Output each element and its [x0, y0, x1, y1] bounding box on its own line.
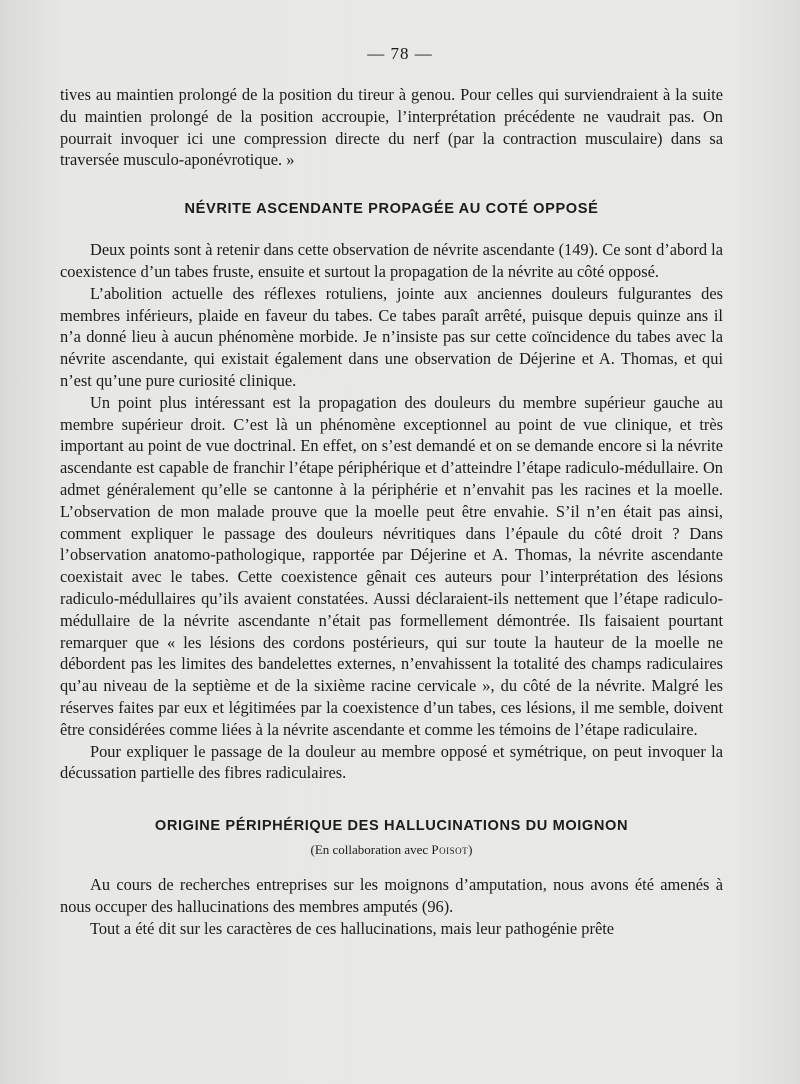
body-paragraph: Au cours de recherches entreprises sur les moignons d’amputation, nous avons été amenés à nous occuper des hallucinations des membres amputés (96).	[60, 875, 723, 916]
section-subtitle	[60, 842, 723, 858]
body-paragraph: Deux points sont à retenir dans cette observation de névrite ascendante (149). Ce sont d’abord la coexistence d’un tabes fruste, ensuite et surtout la propagation de la névrite au côté opposé.	[60, 240, 723, 281]
body-paragraph: L’abolition actuelle des réflexes rotuliens, jointe aux anciennes douleurs fulgurantes des membres inférieurs, plaide en faveur du tabes. Ce tabes paraît arrêté, puisque depuis quinze ans il n’a donné lieu à aucun phénomène morbide. Je n’insiste pas sur cette coïncidence du tabes avec la névrite ascendante, qui existait également dans une observation de Déjerine et A. Thomas, et qui n’est qu’une pure curiosité clinique.	[60, 283, 723, 390]
continuation-paragraph: tives au maintien prolongé de la position du tireur à genou. Pour celles qui surviendraient à la suite du maintien prolongé de la position accroupie, l’interprétation précédente ne vaudrait pas. On pourrait invoquer ici une compression directe du nerf (par la contraction musculaire) dans sa traversée musculo-aponévrotique. »	[60, 85, 723, 170]
body-paragraph: Tout a été dit sur les caractères de ces hallucinations, mais leur pathogénie prête	[90, 918, 615, 938]
collaborator-name: Poisot	[431, 842, 469, 858]
subtitle-prefix: (En collaboration avec	[310, 842, 432, 858]
section-heading-nevrite: NÉVRITE ASCENDANTE PROPAGÉE AU COTÉ OPPOSÉ	[184, 201, 599, 218]
page-content	[60, 84, 723, 940]
page-number: — 78 —	[367, 44, 433, 63]
section-heading-hallucinations: ORIGINE PÉRIPHÉRIQUE DES HALLUCINATIONS DU MOIGNON	[154, 818, 629, 835]
subtitle-suffix: )	[468, 842, 473, 858]
body-paragraph: Un point plus intéressant est la propagation des douleurs du membre supérieur gauche au membre supérieur droit. C’est là un phénomène exceptionnel au point de vue clinique, et très important au point de vue doctrinal. En effet, on s’est demandé et on se demande encore si la névrite ascendante est capable de franchir l’étape périphérique et d’atteindre l’étape radiculo-médullaire. On admet généralement qu’elle se cantonne à la périphérie et n’envahit pas les racines et la moelle. L’observation de mon malade prouve que la moelle peut être envahie. S’il n’en était pas ainsi, comment expliquer le passage des douleurs névritiques dans l’épaule du côté droit ? Dans l’observation anatomo-pathologique, rapportée par Déjerine et A. Thomas, la névrite ascendante coexistait avec le tabes. Cette coexistence gênait ces auteurs pour l’interprétation des lésions radiculo-médullaires qu’ils avaient constatées. Aussi déclaraient-ils nettement que l’étape radiculo-médullaire de la névrite ascendante n’était pas formellement démontrée. Ils faisaient pourtant remarquer que « les lésions des cordons postérieurs, qui sur toute la hauteur de la moelle ne débordent pas les limites des bandelettes externes, n’envahissent la totalité des champs radiculaires qu’au niveau de la septième et de la sixième racine cervicale », du côté de la névrite. Malgré les réserves faites par eux et légitimées par la coexistence d’un tabes, ces lésions, il me semble, doivent être considérées comme liées à la névrite ascendante et comme les témoins de l’étape radiculaire.	[60, 392, 723, 739]
body-paragraph: Pour expliquer le passage de la douleur au membre opposé et symétrique, on peut invoquer la décussation partielle des fibres radiculaires.	[60, 741, 723, 783]
